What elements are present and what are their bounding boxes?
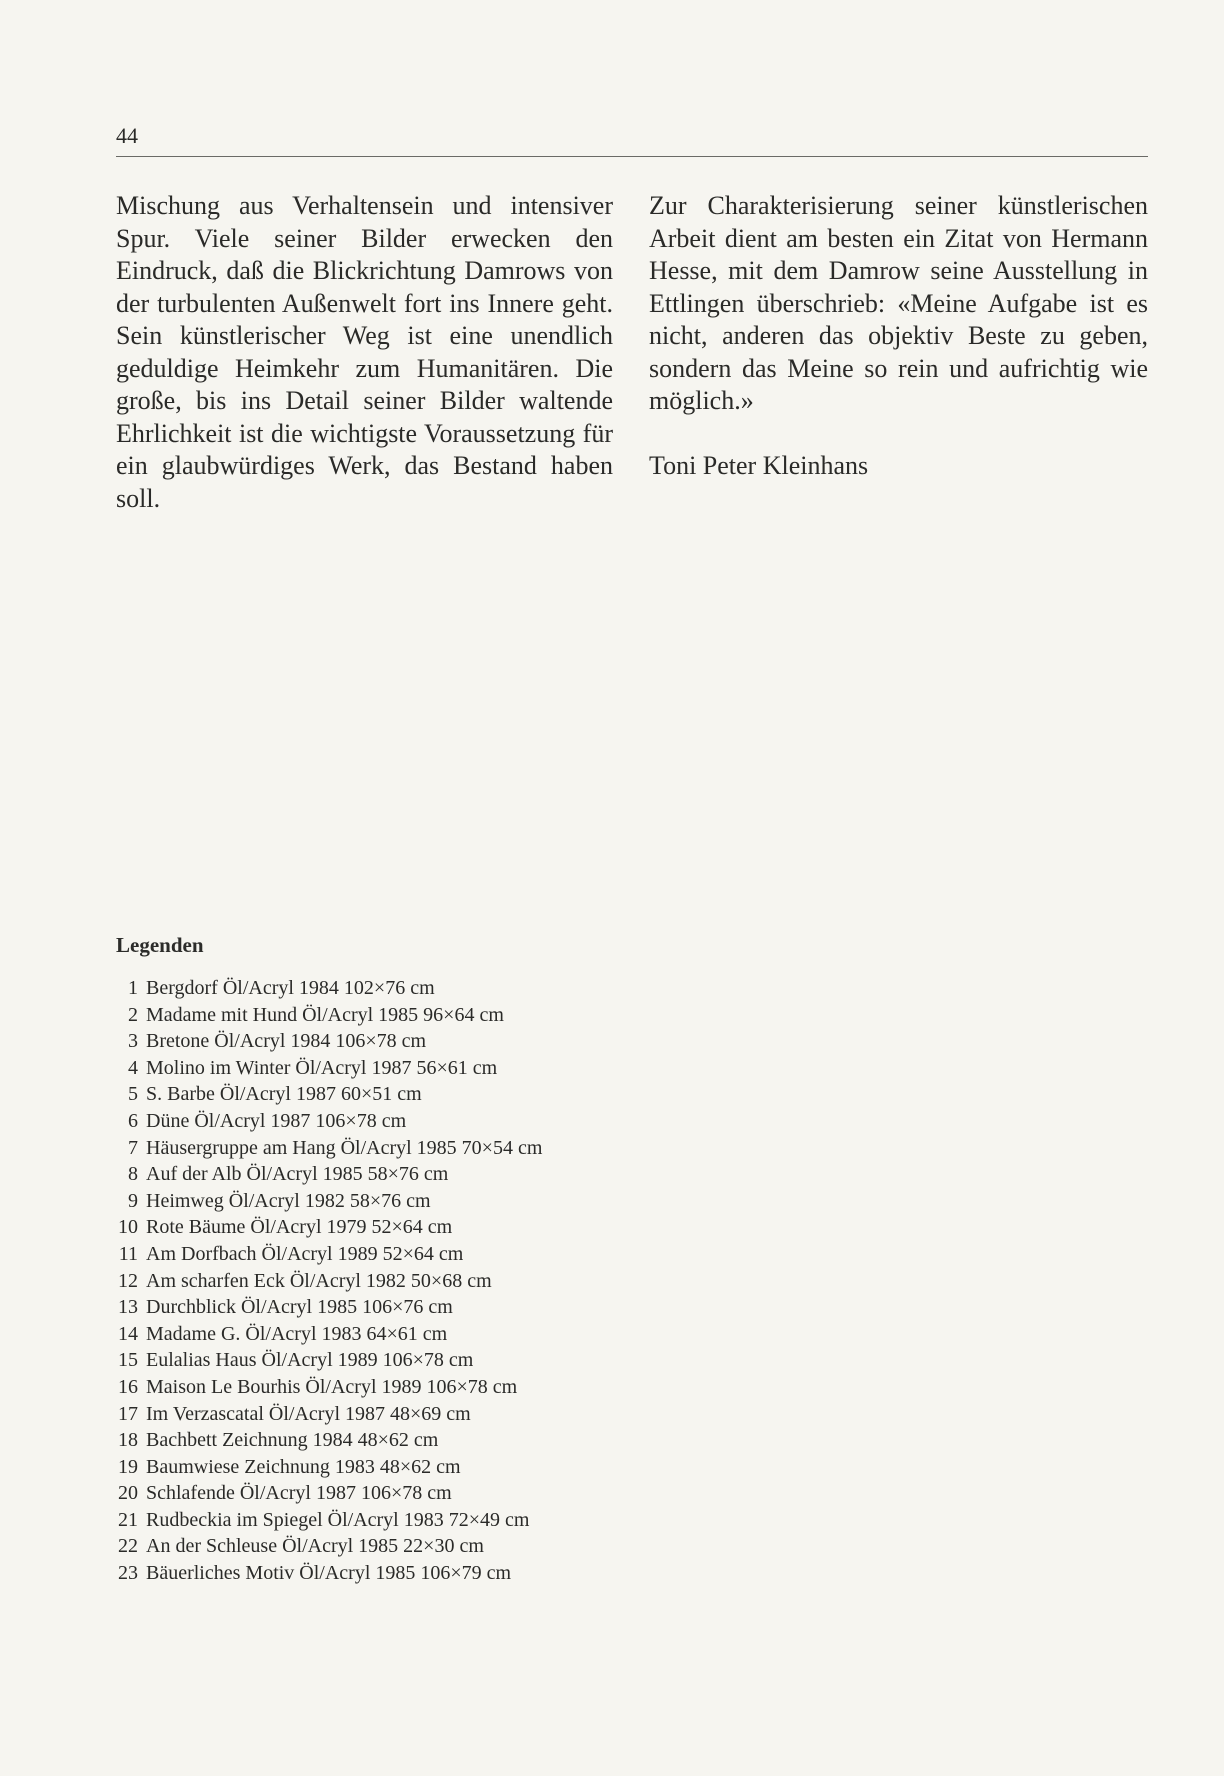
legend-item-text: An der Schleuse Öl/Acryl 1985 22×30 cm bbox=[146, 1535, 484, 1558]
legend-title: Legenden bbox=[116, 933, 204, 957]
legend-item bbox=[112, 1241, 542, 1268]
legend-item-number: 12 bbox=[118, 1269, 138, 1292]
legend-item-number: 23 bbox=[118, 1562, 138, 1585]
legend-item-text: Madame mit Hund Öl/Acryl 1985 96×64 cm bbox=[146, 1003, 504, 1026]
legend-item-text: S. Barbe Öl/Acryl 1987 60×51 cm bbox=[146, 1083, 422, 1106]
legend-item bbox=[112, 1135, 542, 1162]
legend-item-text: Auf der Alb Öl/Acryl 1985 58×76 cm bbox=[146, 1163, 449, 1186]
legend-item-number: 14 bbox=[118, 1322, 138, 1345]
legend-item-number: 15 bbox=[118, 1349, 138, 1372]
legend-item bbox=[112, 975, 542, 1002]
page-number: 44 bbox=[116, 123, 138, 148]
legend-item-text: Baumwiese Zeichnung 1983 48×62 cm bbox=[146, 1455, 461, 1478]
legend-item-text: Rudbeckia im Spiegel Öl/Acryl 1983 72×49 cm bbox=[146, 1508, 530, 1531]
legend-item-text: Rote Bäume Öl/Acryl 1979 52×64 cm bbox=[146, 1216, 453, 1239]
legend-item-text: Madame G. Öl/Acryl 1983 64×61 cm bbox=[146, 1322, 448, 1345]
legend-item-number: 18 bbox=[118, 1429, 138, 1452]
legend-item-number: 19 bbox=[118, 1455, 138, 1478]
legend-item bbox=[112, 1108, 542, 1135]
legend-item-text: Schlafende Öl/Acryl 1987 106×78 cm bbox=[146, 1482, 452, 1505]
legend-item-number: 20 bbox=[118, 1482, 138, 1505]
legend-item-text: Bretone Öl/Acryl 1984 106×78 cm bbox=[146, 1030, 427, 1053]
legend-item bbox=[112, 1188, 542, 1215]
legend-item bbox=[112, 1081, 542, 1108]
legend-item-number: 11 bbox=[118, 1242, 138, 1265]
legend-item-text: Heimweg Öl/Acryl 1982 58×76 cm bbox=[146, 1189, 431, 1212]
legend-item bbox=[112, 1507, 542, 1534]
legend-item-text: Durchblick Öl/Acryl 1985 106×76 cm bbox=[146, 1296, 453, 1319]
legend-item-number: 22 bbox=[118, 1535, 138, 1558]
legend-item-text: Am Dorfbach Öl/Acryl 1989 52×64 cm bbox=[146, 1242, 464, 1265]
legend-item bbox=[112, 1214, 542, 1241]
legend-item-number: 7 bbox=[128, 1136, 138, 1159]
legend-item-text: Am scharfen Eck Öl/Acryl 1982 50×68 cm bbox=[146, 1269, 492, 1292]
legend-item-text: Bergdorf Öl/Acryl 1984 102×76 cm bbox=[146, 977, 435, 999]
legend-item-number: 4 bbox=[128, 1056, 138, 1079]
legend-item-text: Eulalias Haus Öl/Acryl 1989 106×78 cm bbox=[146, 1349, 474, 1372]
legend-item-text: Häusergruppe am Hang Öl/Acryl 1985 70×54 cm bbox=[146, 1136, 543, 1159]
legend-item-number: 6 bbox=[128, 1109, 138, 1132]
legend-item bbox=[112, 1161, 542, 1188]
legend-item-text: Im Verzascatal Öl/Acryl 1987 48×69 cm bbox=[146, 1402, 471, 1425]
legend-item bbox=[112, 1454, 542, 1481]
legend-item-number: 16 bbox=[118, 1375, 138, 1398]
legend-item-number: 1 bbox=[128, 977, 138, 999]
legend-item bbox=[112, 1321, 542, 1348]
legend-item bbox=[112, 1055, 542, 1082]
legend-item bbox=[112, 1347, 542, 1374]
header-rule bbox=[116, 156, 1148, 157]
legend-item-text: Bachbett Zeichnung 1984 48×62 cm bbox=[146, 1429, 439, 1452]
legend-item-text: Düne Öl/Acryl 1987 106×78 cm bbox=[146, 1109, 407, 1132]
legend-item-number: 21 bbox=[118, 1508, 138, 1531]
legend-item bbox=[112, 1294, 542, 1321]
legend-item bbox=[112, 1480, 542, 1507]
legend-item-text: Maison Le Bourhis Öl/Acryl 1989 106×78 cm bbox=[146, 1375, 518, 1398]
left-text-column bbox=[116, 190, 613, 515]
legend-item-number: 5 bbox=[128, 1083, 138, 1106]
legend-item-number: 3 bbox=[128, 1030, 138, 1053]
legend-item-text: Molino im Winter Öl/Acryl 1987 56×61 cm bbox=[146, 1056, 498, 1079]
legend-item bbox=[112, 1374, 542, 1401]
legend-item-number: 9 bbox=[128, 1189, 138, 1212]
legend-item-text: Bäuerliches Motiv Öl/Acryl 1985 106×79 cm bbox=[146, 1562, 512, 1585]
legend-item-number: 8 bbox=[128, 1163, 138, 1186]
legend-item-number: 2 bbox=[128, 1003, 138, 1026]
left-column-paragraph: Mischung aus Verhaltensein und intensiver Spur. Viele seiner Bilder erwecken den Eindruck, daß die Blickrichtung Damrows von der turbulenten Außenwelt fort ins Innere geht. Sein künstlerischer Weg ist eine unendlich geduldige Heimkehr zum Humanitären. Die große, bis ins Detail seiner Bilder waltende Ehrlichkeit ist die wichtigste Voraussetzung für ein glaubwürdiges Werk, das Bestand haben soll. bbox=[116, 191, 613, 513]
legend-item-number: 13 bbox=[118, 1296, 138, 1319]
author-signature: Toni Peter Kleinhans bbox=[649, 450, 869, 480]
legend-item bbox=[112, 1002, 542, 1029]
legend-item bbox=[112, 1401, 542, 1428]
right-column-paragraph: Zur Charakterisierung seiner künstlerischen Arbeit dient am besten ein Zitat von Hermann Hesse, mit dem Damrow seine Ausstellung in Ettlingen überschrieb: «Meine Aufgabe ist es nicht, anderen das objektiv Beste zu geben, sondern das Meine so rein und aufrichtig wie möglich.» bbox=[649, 191, 1148, 415]
right-text-column bbox=[649, 190, 1148, 482]
legend-item bbox=[112, 1533, 542, 1560]
legend-item bbox=[112, 1268, 542, 1295]
legend-item-number: 10 bbox=[118, 1216, 138, 1239]
legend-list bbox=[112, 975, 542, 1587]
legend-item bbox=[112, 1427, 542, 1454]
legend-item bbox=[112, 1028, 542, 1055]
legend-item bbox=[112, 1560, 542, 1587]
legend-item-number: 17 bbox=[118, 1402, 138, 1425]
